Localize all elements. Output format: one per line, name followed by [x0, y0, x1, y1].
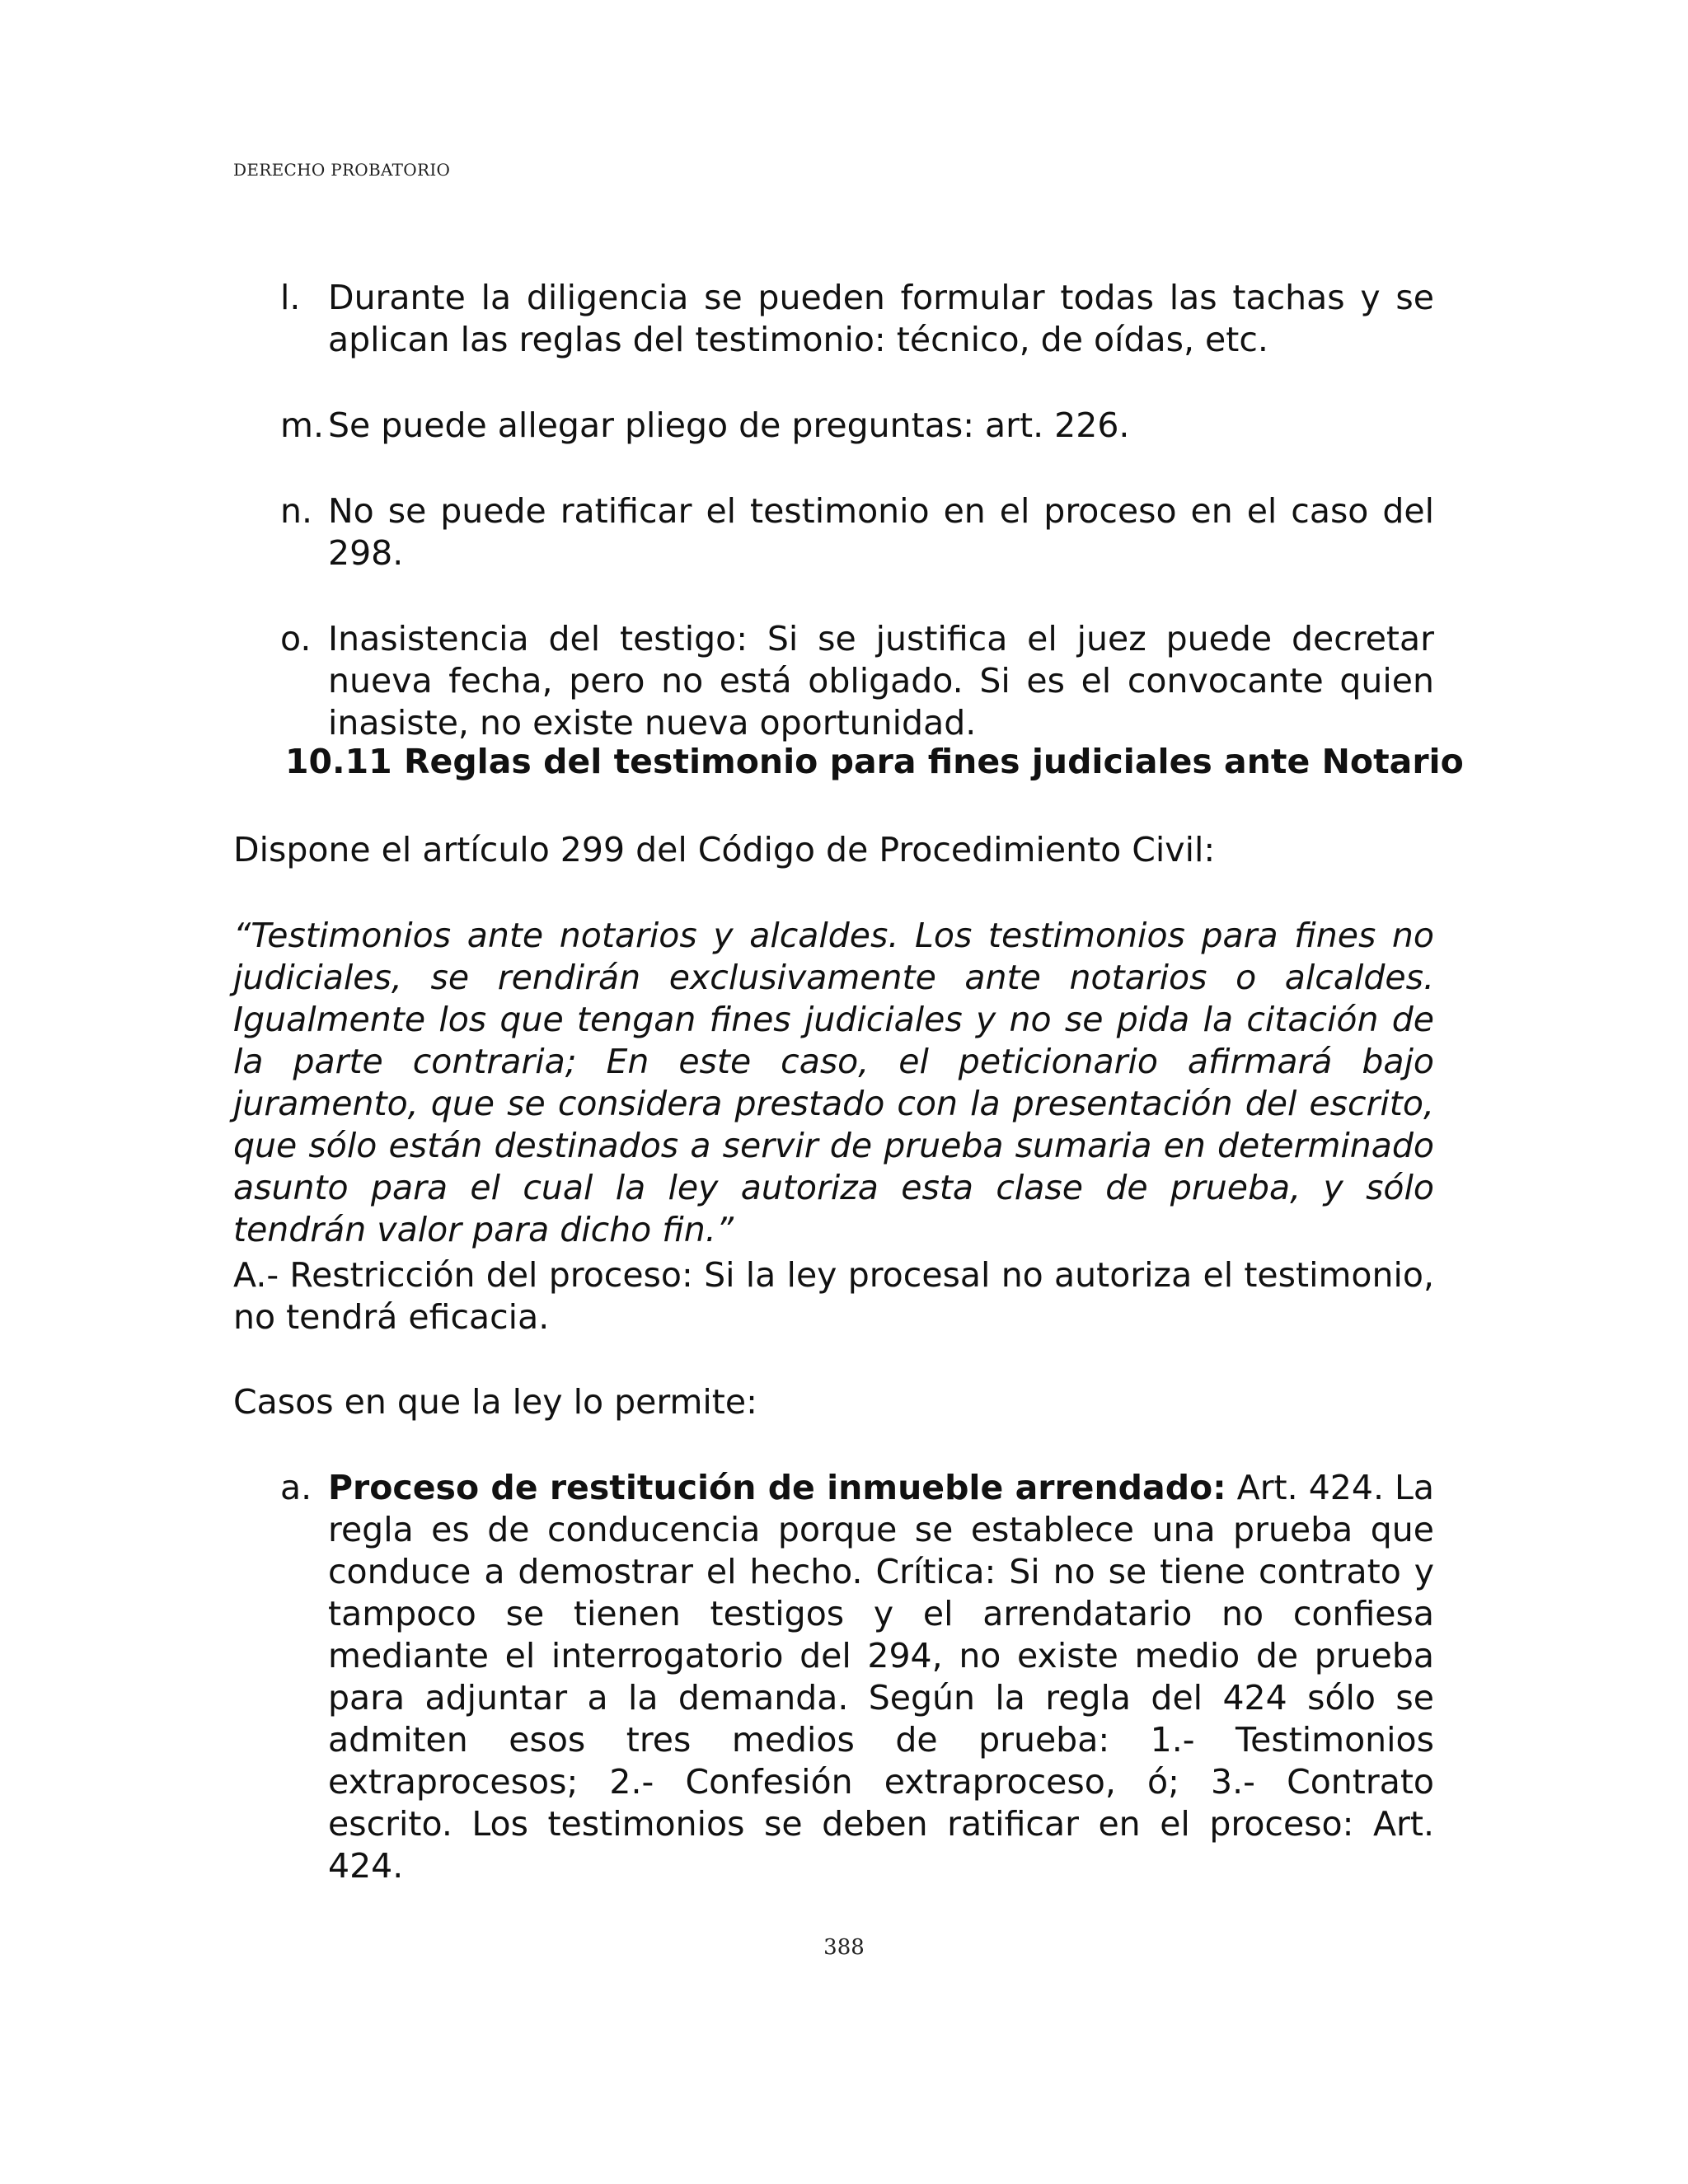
- list-marker: o.: [280, 619, 312, 658]
- list-item-text: Se puede allegar pliego de preguntas: art. 226.: [328, 405, 1130, 445]
- list-item-text: Inasistencia del testigo: Si se justifica el juez puede decretar nueva fecha, pero no está obligado. Si es el convocante quien inasiste, no existe nueva oportunidad.: [328, 619, 1434, 743]
- restriction-paragraph: A.- Restricción del proceso: Si la ley procesal no autoriza el testimonio, no tendrá eficacia.: [233, 1255, 1434, 1337]
- list-item-bold-lead: Proceso de restitución de inmueble arrendado:: [328, 1468, 1226, 1507]
- list-item-o: [280, 618, 1434, 744]
- list-item-text: [328, 1467, 1434, 1887]
- article-quote: “Testimonios ante notarios y alcaldes. Los testimonios para fines no judiciales, se rendirán exclusivamente ante notarios o alcaldes. Igualmente los que tengan fines judiciales y no se pida la citación de la parte contraria; En este caso, el peticionario afirmará bajo juramento, que se considera prestado con la presentación del escrito, que sólo están destinados a servir de prueba sumaria en determinado asunto para el cual la ley autoriza esta clase de prueba, y sólo tendrán valor para dicho fin.”: [233, 916, 1434, 1249]
- cases-intro: Casos en que la ley lo permite:: [233, 1382, 757, 1422]
- intro-paragraph: Dispone el artículo 299 del Código de Procedimiento Civil:: [233, 830, 1216, 869]
- list-item-body: Art. 424. La regla es de conducencia porque se establece una prueba que conduce a demostrar el hecho. Crítica: Si no se tiene contrato y tampoco se tienen testigos y el arrendatario no confiesa mediante el interrogatorio del 294, no existe medio de prueba para adjuntar a la demanda. Según la regla del 424 sólo se admiten esos tres medios de prueba: 1.- Testimonios extraprocesos; 2.- Confesión extraproceso, ó; 3.- Contrato escrito. Los testimonios se deben ratificar en el proceso: Art. 424.: [328, 1468, 1434, 1886]
- list-item-text: No se puede ratificar el testimonio en el proceso en el caso del 298.: [328, 491, 1434, 573]
- list-item-n: [280, 490, 1434, 574]
- running-header: DERECHO PROBATORIO: [233, 160, 451, 180]
- list-bottom: [280, 1467, 1434, 1931]
- list-item-a: [280, 1467, 1434, 1887]
- list-item-m: [280, 405, 1434, 447]
- page-number: 388: [823, 1935, 865, 1960]
- section-heading: 10.11 Reglas del testimonio para fines judiciales ante Notario: [285, 742, 1464, 781]
- list-marker: m.: [280, 405, 324, 445]
- list-item-text: Durante la diligencia se pueden formular todas las tachas y se aplican las reglas del testimonio: técnico, de oídas, etc.: [328, 278, 1434, 359]
- list-top: [280, 277, 1434, 788]
- list-item-l: [280, 277, 1434, 361]
- list-marker: n.: [280, 491, 313, 531]
- list-marker: a.: [280, 1468, 312, 1507]
- list-marker: l.: [280, 278, 301, 317]
